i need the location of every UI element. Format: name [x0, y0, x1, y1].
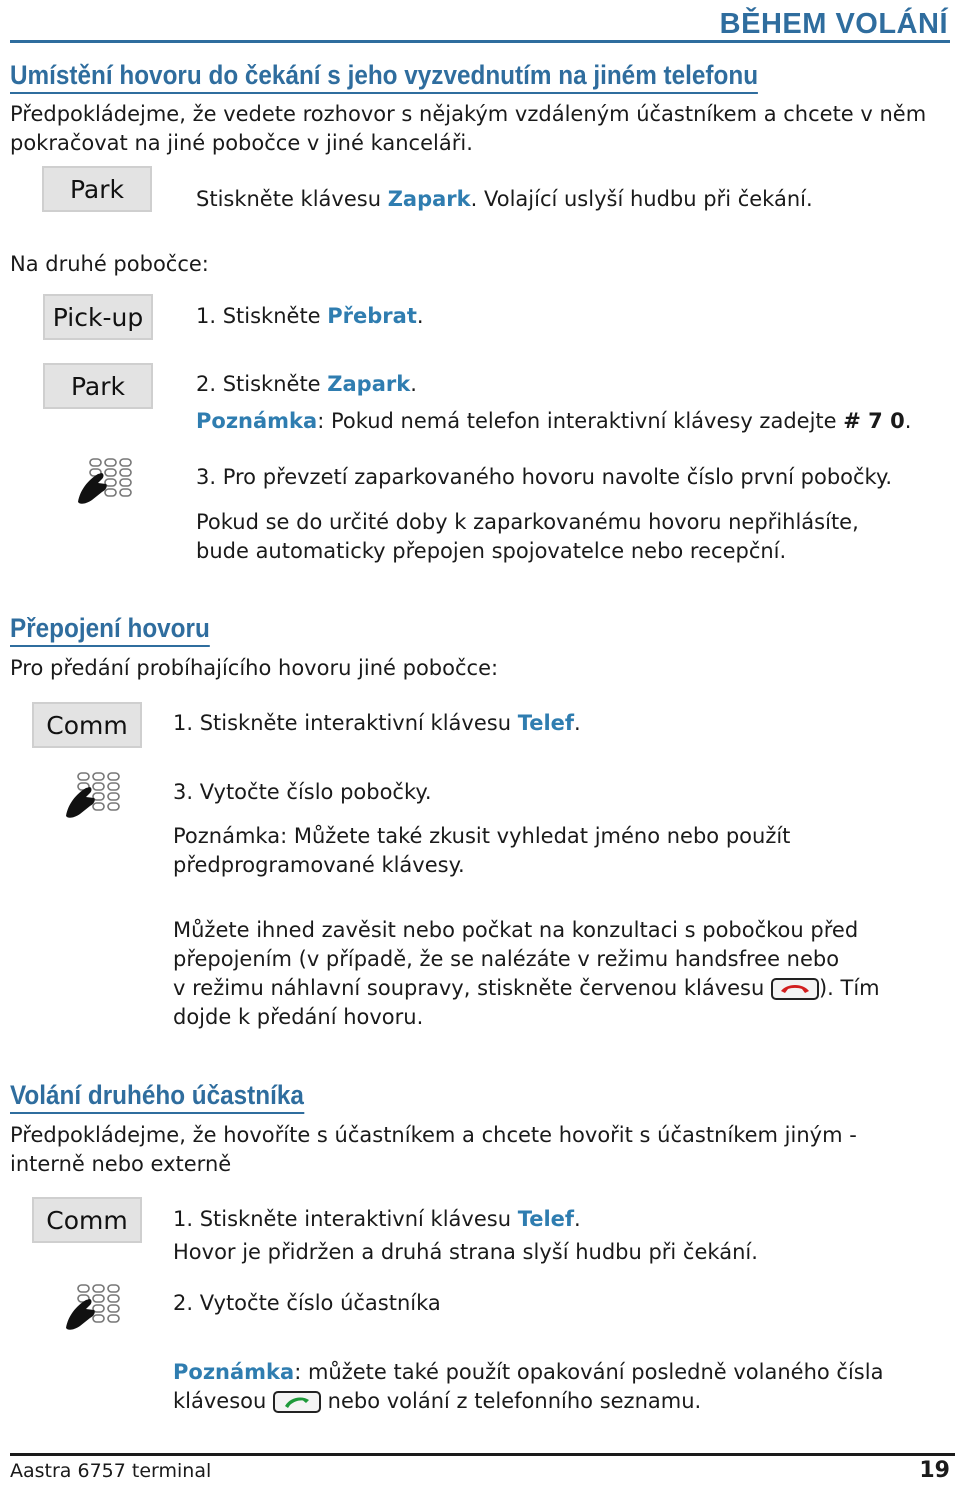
s3-step1: [173, 1205, 581, 1234]
text: .: [574, 711, 581, 735]
footer-product: Aastra 6757 terminal: [10, 1460, 212, 1482]
text: .: [410, 372, 417, 396]
comm-key-2[interactable]: Comm: [32, 1197, 142, 1243]
text: nebo volání z telefonního seznamu.: [321, 1389, 702, 1413]
text: : můžete také použít opakování posledně volaného čísla: [294, 1360, 884, 1384]
s2-step3: 3. Vytočte číslo pobočky.: [173, 780, 432, 804]
text: v režimu náhlavní soupravy, stiskněte červenou klávesu: [173, 976, 771, 1000]
note-label: Poznámka: [196, 409, 318, 433]
softkey-name: Zapark: [387, 187, 471, 211]
text: 1. Stiskněte: [196, 304, 328, 328]
s1-step3: 3. Pro převzetí zaparkovaného hovoru navolte číslo první pobočky.: [196, 465, 893, 489]
softkey-name: Telef: [517, 711, 575, 735]
text: 2. Stiskněte: [196, 372, 328, 396]
s1-intro-line1: Předpokládejme, že vedete rozhovor s nějakým vzdáleným účastníkem a chcete v něm: [10, 102, 927, 126]
s1-other-extension: Na druhé pobočce:: [10, 252, 209, 276]
red-hangup-key-icon: [771, 978, 819, 1000]
keypad-dial-icon: [64, 1282, 122, 1332]
s2-para-line2: přepojením (v případě, že se nalézáte v režimu handsfree nebo: [173, 947, 840, 971]
text: klávesou: [173, 1389, 273, 1413]
keypad-dial-icon: [76, 456, 134, 506]
s1-step2: [196, 370, 417, 399]
heading-transfer: Přepojení hovoru: [10, 613, 210, 647]
softkey-name: Telef: [517, 1207, 575, 1231]
header-rule: [10, 40, 950, 43]
park-key[interactable]: Park: [42, 166, 152, 212]
s2-step1: [173, 709, 581, 738]
s3-step2: 2. Vytočte číslo účastníka: [173, 1291, 441, 1315]
text: : Pokud nemá telefon interaktivní klávesy zadejte: [317, 409, 844, 433]
s2-note-line2: předprogramované klávesy.: [173, 853, 465, 877]
softkey-name: Zapark: [327, 372, 411, 396]
s2-para-line4: dojde k předání hovoru.: [173, 1005, 424, 1029]
s1-note: [196, 407, 911, 436]
text: ). Tím: [818, 976, 880, 1000]
code: # 7 0: [843, 409, 905, 433]
s3-intro-line1: Předpokládejme, že hovoříte s účastníkem a chcete hovořit s účastníkem jiným -: [10, 1123, 857, 1147]
s2-para-line1: Můžete ihned zavěsit nebo počkat na konzultaci s pobočkou před: [173, 918, 859, 942]
text: .: [416, 304, 424, 328]
pickup-key[interactable]: Pick-up: [43, 294, 153, 340]
s2-intro: Pro předání probíhajícího hovoru jiné pobočce:: [10, 656, 499, 680]
softkey-name: Přebrat: [327, 304, 417, 328]
s3-hold-text: Hovor je přidržen a druhá strana slyší hudbu při čekání.: [173, 1240, 758, 1264]
s2-para-line3: [173, 974, 880, 1003]
s3-intro-line2: interně nebo externě: [10, 1152, 232, 1176]
s1-step-park: [196, 185, 813, 214]
s1-extra-line2: bude automaticky přepojen spojovatelce nebo recepční.: [196, 539, 787, 563]
text: Stiskněte klávesu: [196, 187, 388, 211]
text: 1. Stiskněte interaktivní klávesu: [173, 711, 518, 735]
keypad-dial-icon: [64, 770, 122, 820]
park-key-2[interactable]: Park: [43, 363, 153, 409]
text: .: [904, 409, 912, 433]
s1-intro-line2: pokračovat na jiné pobočce v jiné kanceláři.: [10, 131, 473, 155]
heading-park-call: Umístění hovoru do čekání s jeho vyzvednutím na jiném telefonu: [10, 60, 758, 94]
s3-note-line2: [173, 1387, 701, 1416]
section-title: BĚHEM VOLÁNÍ: [719, 8, 948, 40]
text: . Volající uslyší hudbu při čekání.: [470, 187, 813, 211]
text: 1. Stiskněte interaktivní klávesu: [173, 1207, 518, 1231]
s1-extra-line1: Pokud se do určité doby k zaparkovanému hovoru nepřihlásíte,: [196, 510, 859, 534]
text: .: [574, 1207, 581, 1231]
footer-rule: [10, 1453, 955, 1456]
page-number: 19: [919, 1458, 950, 1483]
heading-second-call: Volání druhého účastníka: [10, 1080, 304, 1114]
s3-note-line1: [173, 1358, 883, 1387]
note-label: Poznámka: [173, 1360, 295, 1384]
s2-note-line1: Poznámka: Můžete také zkusit vyhledat jméno nebo použít: [173, 824, 791, 848]
s1-step1: [196, 302, 424, 331]
comm-key[interactable]: Comm: [32, 702, 142, 748]
green-offhook-key-icon: [273, 1391, 321, 1413]
